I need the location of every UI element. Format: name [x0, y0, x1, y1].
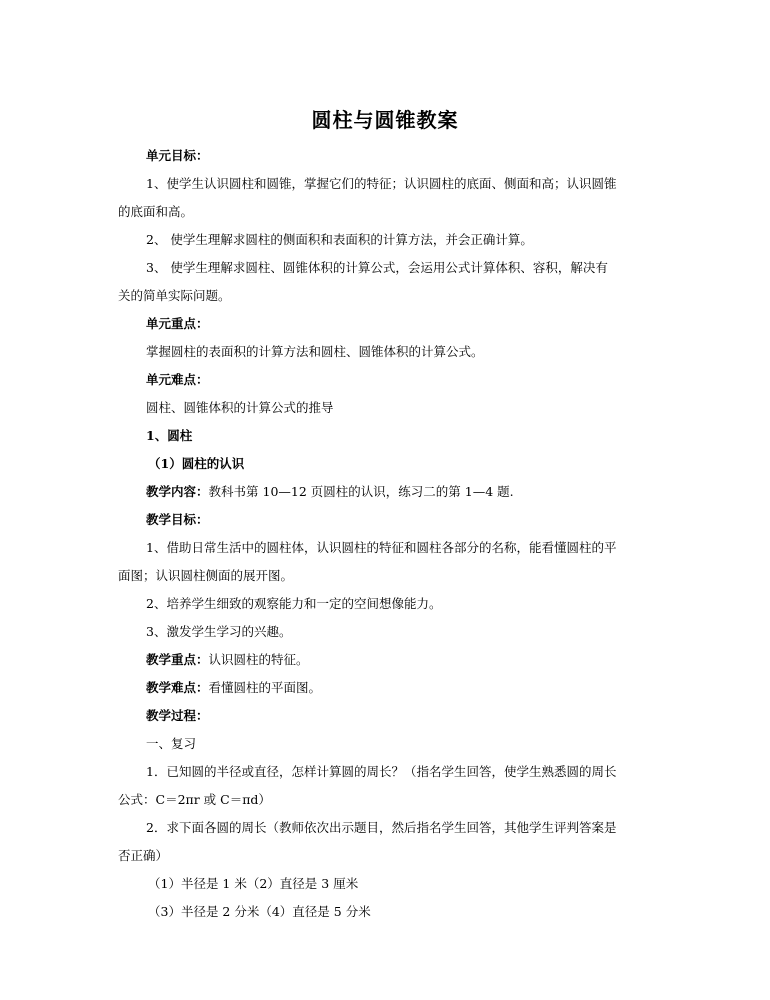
unit-key-text: 掌握圆柱的表面积的计算方法和圆柱、圆锥体积的计算公式。 — [146, 344, 484, 359]
document-title: 圆柱与圆锥教案 — [311, 108, 459, 132]
goal-3-line-1: 3、 使学生理解求圆柱、圆锥体积的计算公式，会运用公式计算体积、容积，解决有 — [146, 260, 608, 275]
unit-difficulty-heading: 单元难点： — [146, 372, 209, 387]
section-1-heading: 1、圆柱 — [146, 428, 193, 443]
teaching-content — [146, 484, 514, 500]
teaching-key-label: 教学重点： — [146, 652, 209, 667]
teaching-key-text: 认识圆柱的特征。 — [208, 652, 309, 667]
goal-1-line-1: 1、使学生认识圆柱和圆锥，掌握它们的特征；认识圆柱的底面、侧面和高；认识圆锥 — [146, 176, 617, 191]
review-item-2-line-2: 否正确） — [118, 848, 169, 863]
teaching-process-heading: 教学过程： — [146, 708, 209, 723]
teaching-content-text: 教科书第 10—12 页圆柱的认识，练习二的第 1—4 题. — [208, 484, 514, 499]
goal-3-line-2: 关的简单实际问题。 — [118, 288, 231, 303]
unit-goal-heading: 单元目标： — [146, 148, 209, 163]
teaching-key — [146, 652, 309, 668]
teaching-goal-1-line-2: 面图；认识圆柱侧面的展开图。 — [118, 568, 294, 583]
teaching-difficulty — [146, 680, 321, 696]
teaching-goal-heading: 教学目标： — [146, 512, 209, 527]
teaching-goal-3: 3、激发学生学习的兴趣。 — [146, 624, 292, 639]
teaching-content-label: 教学内容： — [146, 484, 209, 499]
review-item-1-line-2: 公式：C＝2πr 或 C＝πd） — [118, 792, 271, 807]
review-item-2-line-1: 2．求下面各圆的周长（教师依次出示题目，然后指名学生回答，其他学生评判答案是 — [146, 820, 617, 835]
review-heading: 一、复习 — [146, 736, 197, 751]
goal-1-line-2: 的底面和高。 — [118, 204, 194, 219]
teaching-difficulty-label: 教学难点： — [146, 680, 209, 695]
teaching-goal-2: 2、培养学生细致的观察能力和一定的空间想像能力。 — [146, 596, 442, 611]
teaching-difficulty-text: 看懂圆柱的平面图。 — [208, 680, 322, 695]
unit-key-heading: 单元重点： — [146, 316, 209, 331]
goal-2: 2、 使学生理解求圆柱的侧面积和表面积的计算方法，并会正确计算。 — [146, 232, 533, 247]
subsection-1-heading: （1）圆柱的认识 — [148, 456, 245, 471]
unit-difficulty-text: 圆柱、圆锥体积的计算公式的推导 — [146, 400, 334, 415]
review-item-1-line-1: 1．已知圆的半径或直径，怎样计算圆的周长？（指名学生回答，使学生熟悉圆的周长 — [146, 764, 617, 779]
question-row-1: （1）半径是 1 米（2）直径是 3 厘米 — [148, 876, 359, 891]
question-row-2: （3）半径是 2 分米（4）直径是 5 分米 — [148, 904, 371, 919]
teaching-goal-1-line-1: 1、借助日常生活中的圆柱体，认识圆柱的特征和圆柱各部分的名称，能看懂圆柱的平 — [146, 540, 617, 555]
